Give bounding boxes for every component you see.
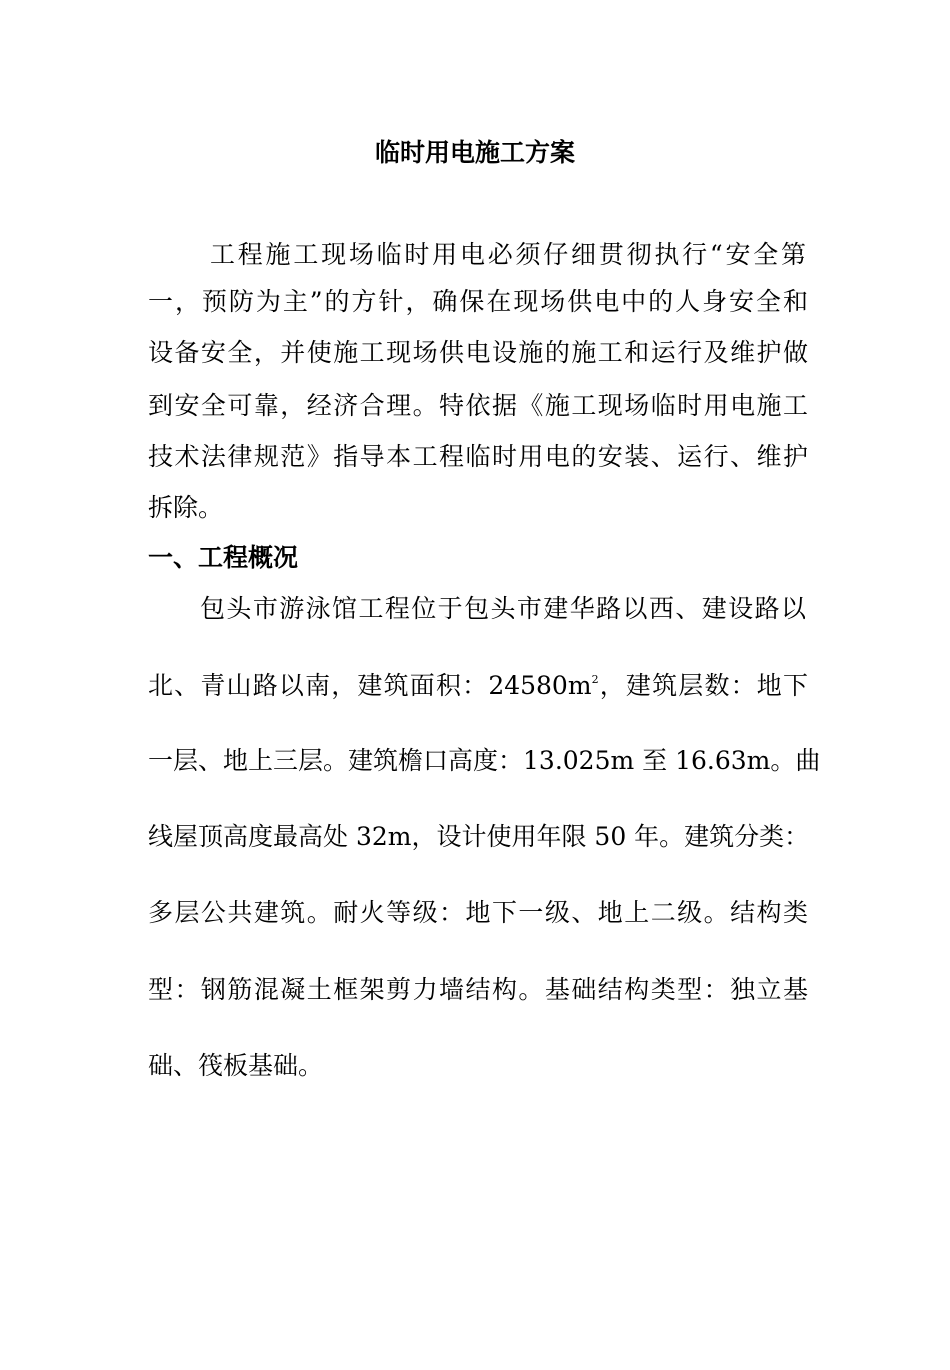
superscript: 2	[591, 673, 599, 686]
intro-line: 拆除。	[148, 493, 224, 522]
overview-line: 多层公共建筑。耐火等级：地下一级、地上二级。结构类	[148, 898, 808, 927]
overview-line: 一层、地上三层。建筑檐口高度：13.025m 至 16.63m。曲	[148, 746, 821, 775]
section-heading: 一、工程概况	[148, 543, 299, 572]
overview-line: 础、筏板基础。	[148, 1051, 324, 1080]
overview-line	[148, 669, 808, 703]
overview-text: 北、青山路以南，建筑面积：24580m	[148, 671, 592, 700]
intro-line: 一，预防为主”的方针，确保在现场供电中的人身安全和	[148, 287, 808, 316]
intro-line: 到安全可靠，经济合理。特依据《施工现场临时用电施工	[148, 391, 808, 420]
overview-line: 型：钢筋混凝土框架剪力墙结构。基础结构类型：独立基	[148, 975, 808, 1004]
document-title: 临时用电施工方案	[374, 138, 575, 167]
overview-text: ，建筑层数：地下	[598, 671, 808, 700]
overview-line: 包头市游泳馆工程位于包头市建华路以西、建设路以	[200, 594, 806, 623]
intro-line: 设备安全，并使施工现场供电设施的施工和运行及维护做	[148, 338, 808, 367]
overview-line: 线屋顶高度最高处 32m，设计使用年限 50 年。建筑分类：	[148, 822, 810, 851]
intro-line: 技术法律规范》指导本工程临时用电的安装、运行、维护	[148, 442, 808, 471]
intro-line: 工程施工现场临时用电必须仔细贯彻执行“安全第	[210, 240, 806, 269]
